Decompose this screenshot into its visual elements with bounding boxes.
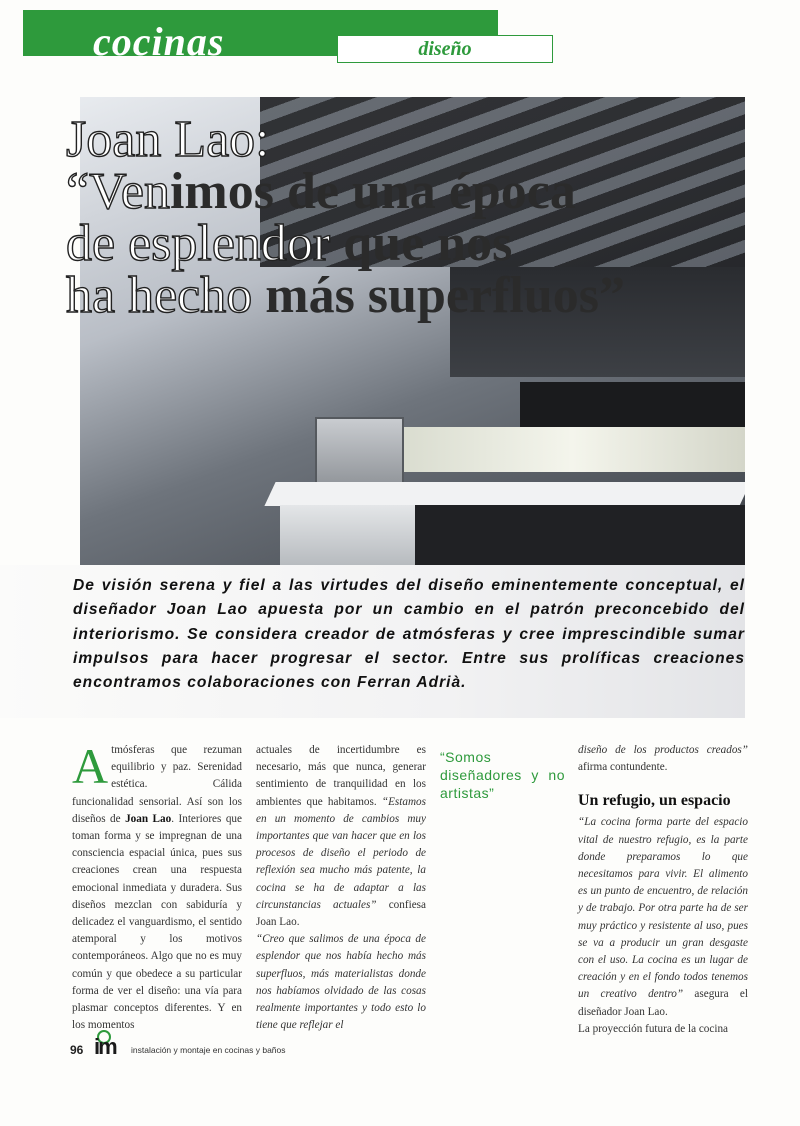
body-text-bold: Joan Lao bbox=[125, 812, 172, 825]
subsection-box bbox=[337, 35, 553, 63]
body-paragraph bbox=[256, 742, 426, 931]
magazine-logo: im bbox=[94, 1034, 116, 1059]
headline-line-1: Joan Lao: bbox=[66, 111, 270, 168]
magazine-name: instalación y montaje en cocinas y baños bbox=[131, 1045, 286, 1055]
headline-part: imos de una época bbox=[169, 163, 576, 220]
subsection-title: diseño bbox=[418, 38, 472, 60]
body-paragraph bbox=[578, 814, 748, 1020]
lead-paragraph: De visión serena y fiel a las virtudes del diseño eminentemente conceptual, el diseñador Joan Lao apuesta por un cambio en el patrón preconcebido del interiorismo. Se considera creador de atmósferas y cree imprescindible sumar impulsos para hacer progresar el sector. Entre sus prolíficas creaciones encontramos colaboraciones con Ferran Adrià. bbox=[73, 577, 745, 692]
photo-ovens bbox=[315, 417, 404, 491]
body-paragraph: La proyección futura de la cocina bbox=[578, 1022, 729, 1035]
section-heading: Un refugio, un espacio bbox=[578, 792, 731, 810]
body-column-2 bbox=[256, 742, 426, 1034]
photo-island bbox=[415, 505, 745, 565]
headline-part: ha hecho bbox=[66, 267, 266, 324]
body-paragraph bbox=[72, 738, 242, 1034]
photo-backsplash bbox=[400, 427, 745, 472]
headline-line-3 bbox=[66, 215, 756, 272]
page-number: 96 bbox=[70, 1043, 84, 1057]
headline-part: de esplendor bbox=[66, 215, 344, 272]
body-quote: “Estamos en un momento de cambios muy importantes que van hacer que en los procesos de diseño el periodo de reflexión sea mucho más patente, la cocina se ha de adaptar a las circunstancias actuales” bbox=[256, 795, 426, 911]
photo-wall-cabinet bbox=[520, 382, 745, 430]
photo-countertop bbox=[264, 482, 745, 506]
body-text: tmósferas que rezuman equilibrio y paz. Serenidad estética. Cálida funcionalidad sensorial. Así son los diseños de bbox=[72, 744, 242, 825]
section-title: cocinas bbox=[93, 19, 225, 64]
article-headline bbox=[66, 111, 756, 324]
body-text: actuales de incertidumbre es necesario, más que nunca, generar sentimiento de tranquilidad en los ambientes que habitamos. bbox=[256, 744, 426, 808]
body-text: . Interiores que toman forma y se impregnan de una consciencia espacial única, pues sus creaciones crean una respuesta emocional inmediata y duradera. Sus diseños mezclan con sabiduría y delicadez el vanguardismo, el sentido atemporal y los motivos contemporáneos. Algo que no es muy común y que obedece a su particular forma de ver el diseño: una vía para plasmar conceptos diferentes. Y en los momentos bbox=[72, 812, 242, 1032]
body-quote: “Creo que salimos de una época de esplendor que nos había hecho más superfluos, más materialistas donde nos habíamos olvidado de las cosas realmente importantes y todo esto lo tiene que reflejar el bbox=[256, 933, 426, 1032]
headline-part: que nos bbox=[343, 215, 513, 272]
photo-counter-front bbox=[280, 505, 415, 565]
body-quote: diseño de los productos creados” bbox=[578, 744, 748, 756]
headline-part: “Ven bbox=[66, 163, 170, 220]
body-text: confiesa Joan Lao. bbox=[256, 898, 426, 929]
pull-quote-column bbox=[440, 742, 565, 802]
body-quote: “La cocina forma parte del espacio vital de nuestro refugio, es la parte donde preparamos lo que necesitamos para vivir. El alimento es un punto de encuentro, de relación y de trabajo. Por otra parte ha de ser muy práctico y resistente al uso, pues se va a producir un gran desgaste con el uso. La cocina es un lugar de creación y en el fondo todos tenemos un creativo dentro” bbox=[578, 816, 748, 1001]
body-text: asegura el diseñador Joan Lao. bbox=[578, 988, 748, 1018]
headline-line-2 bbox=[66, 163, 756, 220]
body-column-1 bbox=[72, 738, 242, 1034]
headline-part: más superfluos” bbox=[265, 267, 625, 324]
body-column-4 bbox=[578, 742, 748, 1038]
body-paragraph bbox=[578, 742, 748, 776]
drop-cap: A bbox=[72, 738, 109, 794]
headline-line-4 bbox=[66, 267, 756, 324]
pull-quote: “Somos diseñadores y no artistas” bbox=[440, 749, 565, 801]
body-text: afirma contundente. bbox=[578, 761, 668, 774]
